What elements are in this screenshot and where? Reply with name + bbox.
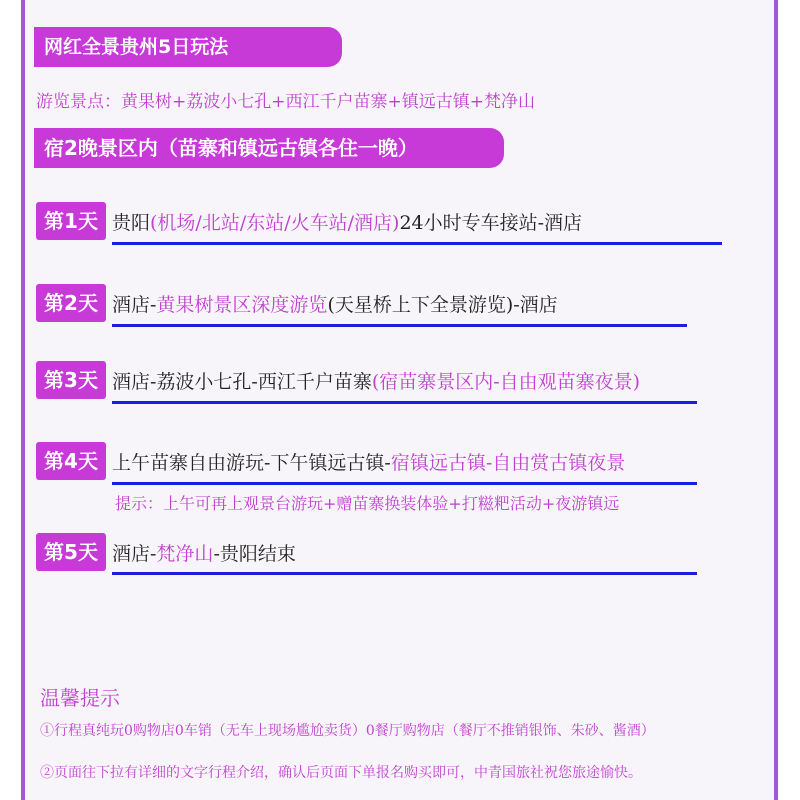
warm-tips-title: 温馨提示: [40, 686, 120, 710]
tip-text: 提示：上午可再上观景台游玩+赠苗寨换装体验+打糍粑活动+夜游镇远: [115, 494, 620, 513]
day-badge-3: 第3天: [36, 361, 106, 399]
day-2-part-1: 酒店-: [112, 294, 157, 316]
day-badge-1: 第1天: [36, 202, 106, 240]
day-text-3: [112, 367, 640, 394]
day-1-underline: [112, 242, 722, 245]
note-1: ①行程真纯玩0购物店0车销（无车上现场尴尬卖货）0餐厅购物店（餐厅不推销银饰、朱砂、酱酒）: [40, 723, 655, 739]
page-title: 网红全景贵州5日玩法: [34, 27, 342, 67]
day-4-part-2: 宿镇远古镇-自由赏古镇夜景: [390, 452, 626, 474]
day-text-2: [112, 290, 558, 317]
day-1-part-3: 24小时专车接站-酒店: [399, 212, 583, 234]
day-3-part-2: (宿苗寨景区内-自由观苗寨夜景): [371, 371, 641, 393]
day-3-part-1: 酒店-荔波小七孔-西江千户苗寨: [112, 371, 372, 393]
day-1-part-1: 贵阳: [112, 212, 151, 234]
day-2-part-2: 黄果树景区深度游览: [156, 294, 328, 316]
day-badge-2: 第2天: [36, 284, 106, 322]
day-1-part-2: (机场/北站/东站/火车站/酒店): [150, 212, 400, 234]
day-text-5: [112, 539, 296, 566]
day-4-part-1: 上午苗寨自由游玩-下午镇远古镇-: [112, 452, 391, 474]
day-text-4: [112, 448, 625, 475]
day-2-underline: [112, 324, 687, 327]
note-2: ②页面往下拉有详细的文字行程介绍，确认后页面下单报名购买即可，中青国旅社祝您旅途愉快。: [40, 765, 642, 781]
itinerary-panel: [21, 0, 778, 800]
day-5-underline: [112, 572, 697, 575]
day-text-1: [112, 208, 582, 235]
lodging-banner: 宿2晚景区内（苗寨和镇远古镇各住一晚）: [34, 128, 504, 168]
day-5-part-3: -贵阳结束: [213, 543, 296, 565]
day-badge-5: 第5天: [36, 533, 106, 571]
day-3-underline: [112, 401, 697, 404]
day-5-part-1: 酒店-: [112, 543, 157, 565]
day-badge-4: 第4天: [36, 442, 106, 480]
scenic-spots: 游览景点：黄果树+荔波小七孔+西江千户苗寨+镇远古镇+梵净山: [36, 92, 535, 112]
day-5-part-2: 梵净山: [156, 543, 214, 565]
day-2-part-3: (天星桥上下全景游览)-酒店: [327, 294, 558, 316]
day-4-underline: [112, 482, 697, 485]
